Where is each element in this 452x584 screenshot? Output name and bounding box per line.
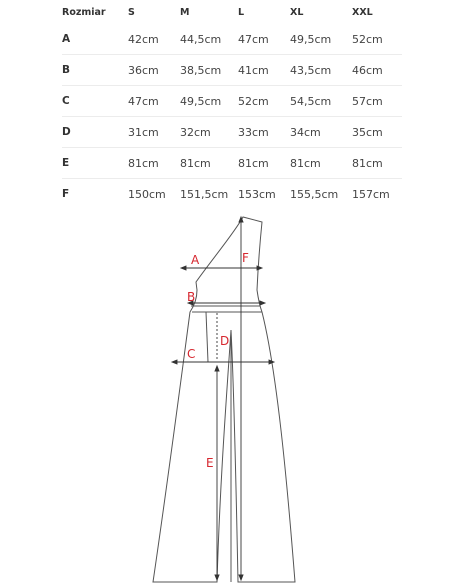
header-size: Rozmiar (62, 6, 106, 18)
table-cell: 153cm (238, 187, 276, 201)
row-label: A (62, 33, 71, 45)
garment-measurement-diagram (0, 200, 452, 584)
measurement-lines (172, 217, 274, 580)
table-cell: 157cm (352, 187, 390, 201)
header-m: M (180, 6, 190, 18)
table-cell: 32cm (180, 125, 211, 139)
table-cell: 151,5cm (180, 187, 229, 201)
table-cell: 81cm (180, 156, 211, 170)
table-row (62, 24, 402, 55)
label-f: F (242, 251, 249, 265)
table-cell: 54,5cm (290, 94, 332, 108)
table-cell: 150cm (128, 187, 166, 201)
header-xxl: XXL (352, 6, 373, 18)
table-cell: 34cm (290, 125, 321, 139)
table-row (62, 117, 402, 148)
table-row (62, 148, 402, 179)
row-label: E (62, 157, 70, 169)
label-e: E (206, 456, 214, 470)
table-cell: 41cm (238, 63, 269, 77)
table-cell: 43,5cm (290, 63, 332, 77)
garment-outline (153, 217, 295, 582)
table-cell: 81cm (128, 156, 159, 170)
table-cell: 155,5cm (290, 187, 339, 201)
table-cell: 81cm (290, 156, 321, 170)
table-header-row (62, 0, 402, 24)
row-label: B (62, 64, 71, 76)
header-l: L (238, 6, 245, 18)
table-cell: 31cm (128, 125, 159, 139)
size-chart-table (62, 0, 402, 209)
label-a: A (191, 253, 200, 267)
header-xl: XL (290, 6, 304, 18)
table-cell: 81cm (352, 156, 383, 170)
table-cell: 47cm (238, 32, 269, 46)
row-label: D (62, 126, 71, 138)
table-cell: 46cm (352, 63, 383, 77)
label-b: B (187, 290, 196, 304)
table-cell: 35cm (352, 125, 383, 139)
table-cell: 52cm (352, 32, 383, 46)
header-s: S (128, 6, 135, 18)
table-cell: 81cm (238, 156, 269, 170)
label-c: C (187, 347, 196, 361)
table-cell: 52cm (238, 94, 269, 108)
table-cell: 33cm (238, 125, 269, 139)
table-cell: 42cm (128, 32, 159, 46)
table-cell: 47cm (128, 94, 159, 108)
table-cell: 49,5cm (290, 32, 332, 46)
table-cell: 57cm (352, 94, 383, 108)
table-cell: 44,5cm (180, 32, 222, 46)
table-row (62, 86, 402, 117)
row-label: C (62, 95, 70, 107)
table-cell: 49,5cm (180, 94, 222, 108)
row-label: F (62, 188, 70, 200)
table-cell: 36cm (128, 63, 159, 77)
table-cell: 38,5cm (180, 63, 222, 77)
table-row (62, 55, 402, 86)
label-d: D (220, 334, 230, 348)
